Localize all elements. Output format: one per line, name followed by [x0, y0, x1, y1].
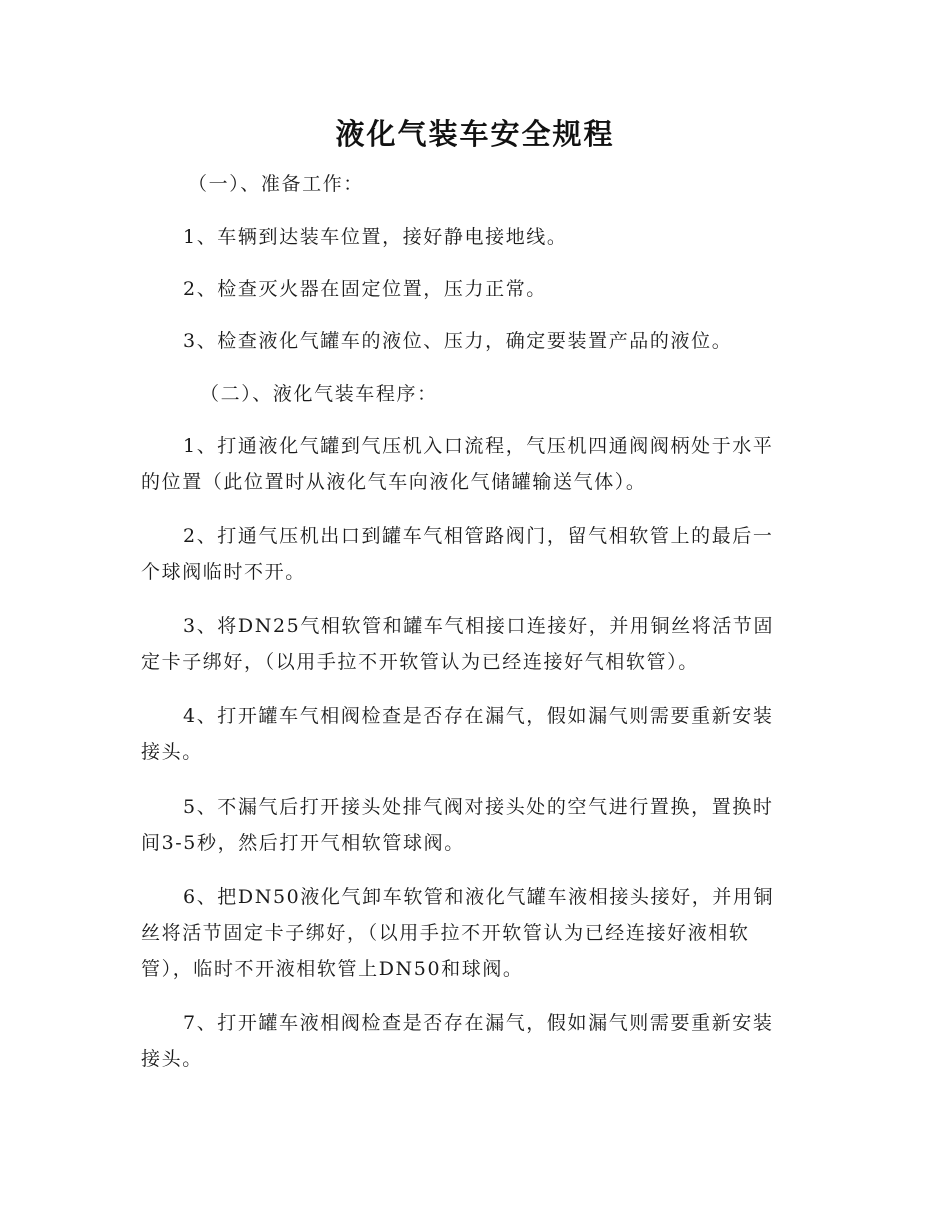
paragraph-line: 6、把DN50液化气卸车软管和液化气罐车液相接头接好，并用铜 — [183, 886, 775, 908]
paragraph-line: 个球阀临时不开。 — [141, 561, 306, 583]
paragraph-line: 7、打开罐车液相阀检查是否存在漏气，假如漏气则需要重新安装 — [183, 1012, 774, 1034]
paragraph-line: 间3-5秒，然后打开气相软管球阀。 — [141, 832, 465, 854]
section-heading: （一）、准备工作： — [188, 173, 364, 195]
paragraph-line: 3、将DN25气相软管和罐车气相接口连接好，并用铜丝将活节固 — [183, 615, 775, 637]
paragraph-line: 1、打通液化气罐到气压机入口流程，气压机四通阀阀柄处于水平 — [183, 435, 774, 457]
paragraph-line: 5、不漏气后打开接头处排气阀对接头处的空气进行置换，置换时 — [183, 796, 774, 818]
paragraph-line: 1、车辆到达装车位置，接好静电接地线。 — [183, 226, 568, 248]
paragraph-line: 接头。 — [141, 1048, 203, 1070]
paragraph-line: 4、打开罐车气相阀检查是否存在漏气，假如漏气则需要重新安装 — [183, 705, 774, 727]
document-title: 液化气装车安全规程 — [335, 117, 615, 151]
paragraph-line: 接头。 — [141, 741, 203, 763]
section-heading: （二）、液化气装车程序： — [200, 383, 438, 405]
paragraph-line: 的位置（此位置时从液化气车向液化气储罐输送气体）。 — [141, 471, 647, 493]
paragraph-line: 3、检查液化气罐车的液位、压力，确定要装置产品的液位。 — [183, 330, 733, 352]
paragraph-line: 丝将活节固定卡子绑好，（以用手拉不开软管认为已经连接好液相软 — [141, 922, 750, 944]
paragraph-line: 2、打通气压机出口到罐车气相管路阀门，留气相软管上的最后一 — [183, 525, 774, 547]
paragraph-line: 管），临时不开液相软管上DN50和球阀。 — [141, 958, 524, 980]
paragraph-line: 2、检查灭火器在固定位置，压力正常。 — [183, 278, 547, 300]
paragraph-line: 定卡子绑好，（以用手拉不开软管认为已经连接好气相软管）。 — [141, 651, 699, 673]
